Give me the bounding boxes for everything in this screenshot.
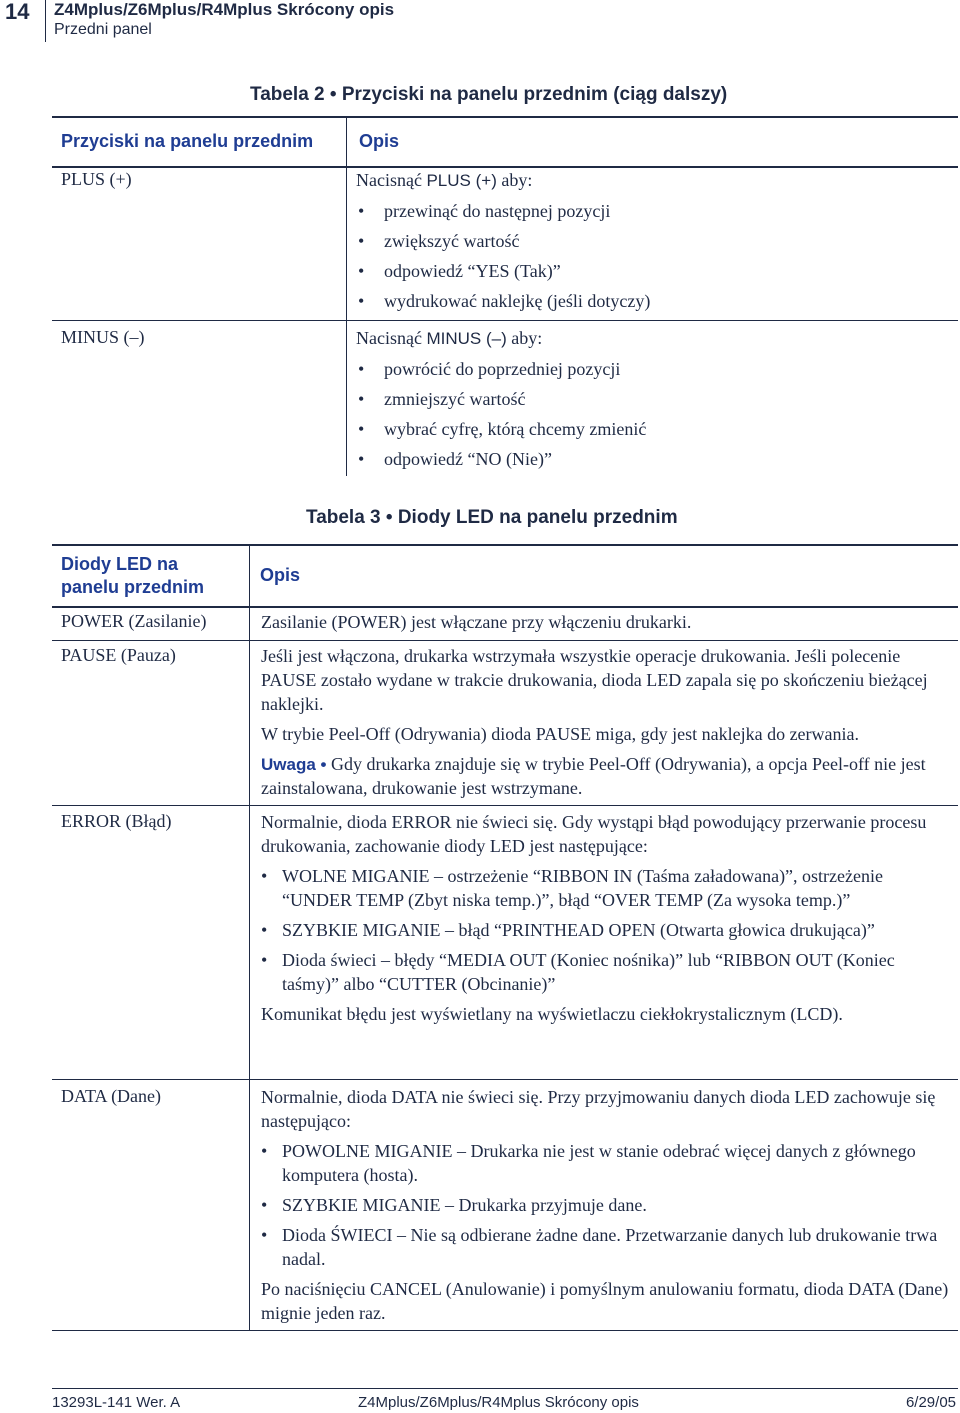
table2-row-plus-label: PLUS (+) <box>61 169 132 189</box>
table2-header <box>52 116 958 168</box>
table3-row-divider <box>52 640 958 641</box>
led-data-description: Normalnie, dioda DATA nie świeci się. Przy przyjmowaniu danych dioda LED zachowuje się następująco: • POWOLNE MIGANIE – Drukarka nie jest w stanie odebrać więcej danych z głównego komputera (hosta). • SZYBKIE MIGANIE – Drukarka przyjmuje dane. • Dioda ŚWIECI – Nie są odbierane żadne dane. Przetwarzanie danych lub drukowanie trwa nadal. Po naciśnięciu CANCEL (Anulowanie) i pomyślnym anulowaniu formatu, dioda DATA (Dane) mignie jeden raz. <box>261 1085 951 1331</box>
table2-caption: Tabela 2 • Przyciski na panelu przednim (ciąg dalszy) <box>250 84 728 105</box>
list-item: • SZYBKIE MIGANIE – Drukarka przyjmuje dane. <box>261 1193 951 1217</box>
table2-row-minus-label: MINUS (–) <box>61 327 145 347</box>
table3-column-divider <box>249 544 250 1330</box>
led-power-description: Zasilanie (POWER) jest włączane przy włączeniu drukarki. <box>261 612 692 632</box>
led-error-label: ERROR (Błąd) <box>61 811 172 831</box>
table2-col-buttons: Przyciski na panelu przednim <box>61 131 314 151</box>
table2-row-plus-description <box>356 165 951 316</box>
list-item: • wybrać cyfrę, którą chcemy zmienić <box>356 414 951 444</box>
list-item: • WOLNE MIGANIE – ostrzeżenie “RIBBON IN (Taśma załadowana)”, ostrzeżenie “UNDER TEMP (Zbyt niska temp.)”, błąd “OVER TEMP (Za wysoka temp.)” <box>261 864 951 912</box>
led-error-description: Normalnie, dioda ERROR nie świeci się. Gdy wystąpi błąd powodujący przerwanie procesu drukowania, zachowanie diody LED jest następujące: • WOLNE MIGANIE – ostrzeżenie “RIBBON IN (Taśma załadowana)”, ostrzeżenie “UNDER TEMP (Zbyt niska temp.)”, błąd “OVER TEMP (Za wysoka temp.)” • SZYBKIE MIGANIE – błąd “PRINTHEAD OPEN (Otwarta głowica drukująca)” • Dioda świeci – błędy “MEDIA OUT (Koniec nośnika)” lub “RIBBON OUT (Koniec taśmy)” albo “CUTTER (Obcinanie)” Komunikat błędu jest wyświetlany na wyświetlaczu ciekłokrystalicznym (LCD). <box>261 810 951 1032</box>
footer-doc-number: 13293L-141 Wer. A <box>52 1394 181 1411</box>
list-item: • odpowiedź “NO (Nie)” <box>356 444 951 474</box>
list-item: • odpowiedź “YES (Tak)” <box>356 256 951 286</box>
header-divider <box>45 0 46 42</box>
header-section: Przedni panel <box>54 21 152 38</box>
list-item: • zwiększyć wartość <box>356 226 951 256</box>
list-item: • powrócić do poprzedniej pozycji <box>356 354 951 384</box>
table2-col-description: Opis <box>359 131 400 151</box>
list-item: • POWOLNE MIGANIE – Drukarka nie jest w stanie odebrać więcej danych z głównego komputera (hosta). <box>261 1139 951 1187</box>
list-item: • Dioda ŚWIECI – Nie są odbierane żadne dane. Przetwarzanie danych lub drukowanie trwa nadal. <box>261 1223 951 1271</box>
led-pause-label: PAUSE (Pauza) <box>61 645 176 665</box>
minus-intro: Nacisnąć MINUS (–) aby: <box>356 328 543 348</box>
list-item: • SZYBKIE MIGANIE – błąd “PRINTHEAD OPEN (Otwarta głowica drukująca)” <box>261 918 951 942</box>
header-title: Z4Mplus/Z6Mplus/R4Mplus Skrócony opis <box>54 0 395 19</box>
list-item: • zmniejszyć wartość <box>356 384 951 414</box>
table3-col-leds: Diody LED na panelu przednim <box>61 554 205 597</box>
list-item: • wydrukować naklejkę (jeśli dotyczy) <box>356 286 951 316</box>
footer-date: 6/29/05 <box>905 1394 956 1411</box>
table2-column-divider <box>346 116 347 476</box>
table3-row-divider <box>52 1079 958 1080</box>
pause-note: Uwaga • Gdy drukarka znajduje się w trybie Peel-Off (Odrywania), a opcja Peel-off nie jest zainstalowana, drukowanie jest wstrzymane. <box>261 754 926 798</box>
table2-row-divider <box>52 320 958 321</box>
table3-header <box>52 544 958 608</box>
led-power-label: POWER (Zasilanie) <box>61 611 207 631</box>
table2-row-minus-description <box>356 323 951 474</box>
list-item: • przewinąć do następnej pozycji <box>356 196 951 226</box>
led-pause-description: Jeśli jest włączona, drukarka wstrzymała wszystkie operacje drukowania. Jeśli polecenie PAUSE zostało wydane w trakcie drukowania, dioda LED zapala się po skończeniu bieżącej naklejki. W trybie Peel-Off (Odrywania) dioda PAUSE miga, gdy jest naklejka do zerwania. Uwaga • Gdy drukarka znajduje się w trybie Peel-Off (Odrywania), a opcja Peel-off nie jest zainstalowana, drukowanie jest wstrzymane. <box>261 644 951 806</box>
table3-col-description: Opis <box>260 565 301 585</box>
footer-divider <box>52 1388 958 1389</box>
page-number: 14 <box>5 0 30 24</box>
plus-intro: Nacisnąć PLUS (+) aby: <box>356 170 533 190</box>
table3-caption: Tabela 3 • Diody LED na panelu przednim <box>306 507 678 528</box>
led-data-label: DATA (Dane) <box>61 1086 162 1106</box>
list-item: • Dioda świeci – błędy “MEDIA OUT (Koniec nośnika)” lub “RIBBON OUT (Koniec taśmy)” albo “CUTTER (Obcinanie)” <box>261 948 951 996</box>
footer-title: Z4Mplus/Z6Mplus/R4Mplus Skrócony opis <box>358 1394 639 1411</box>
